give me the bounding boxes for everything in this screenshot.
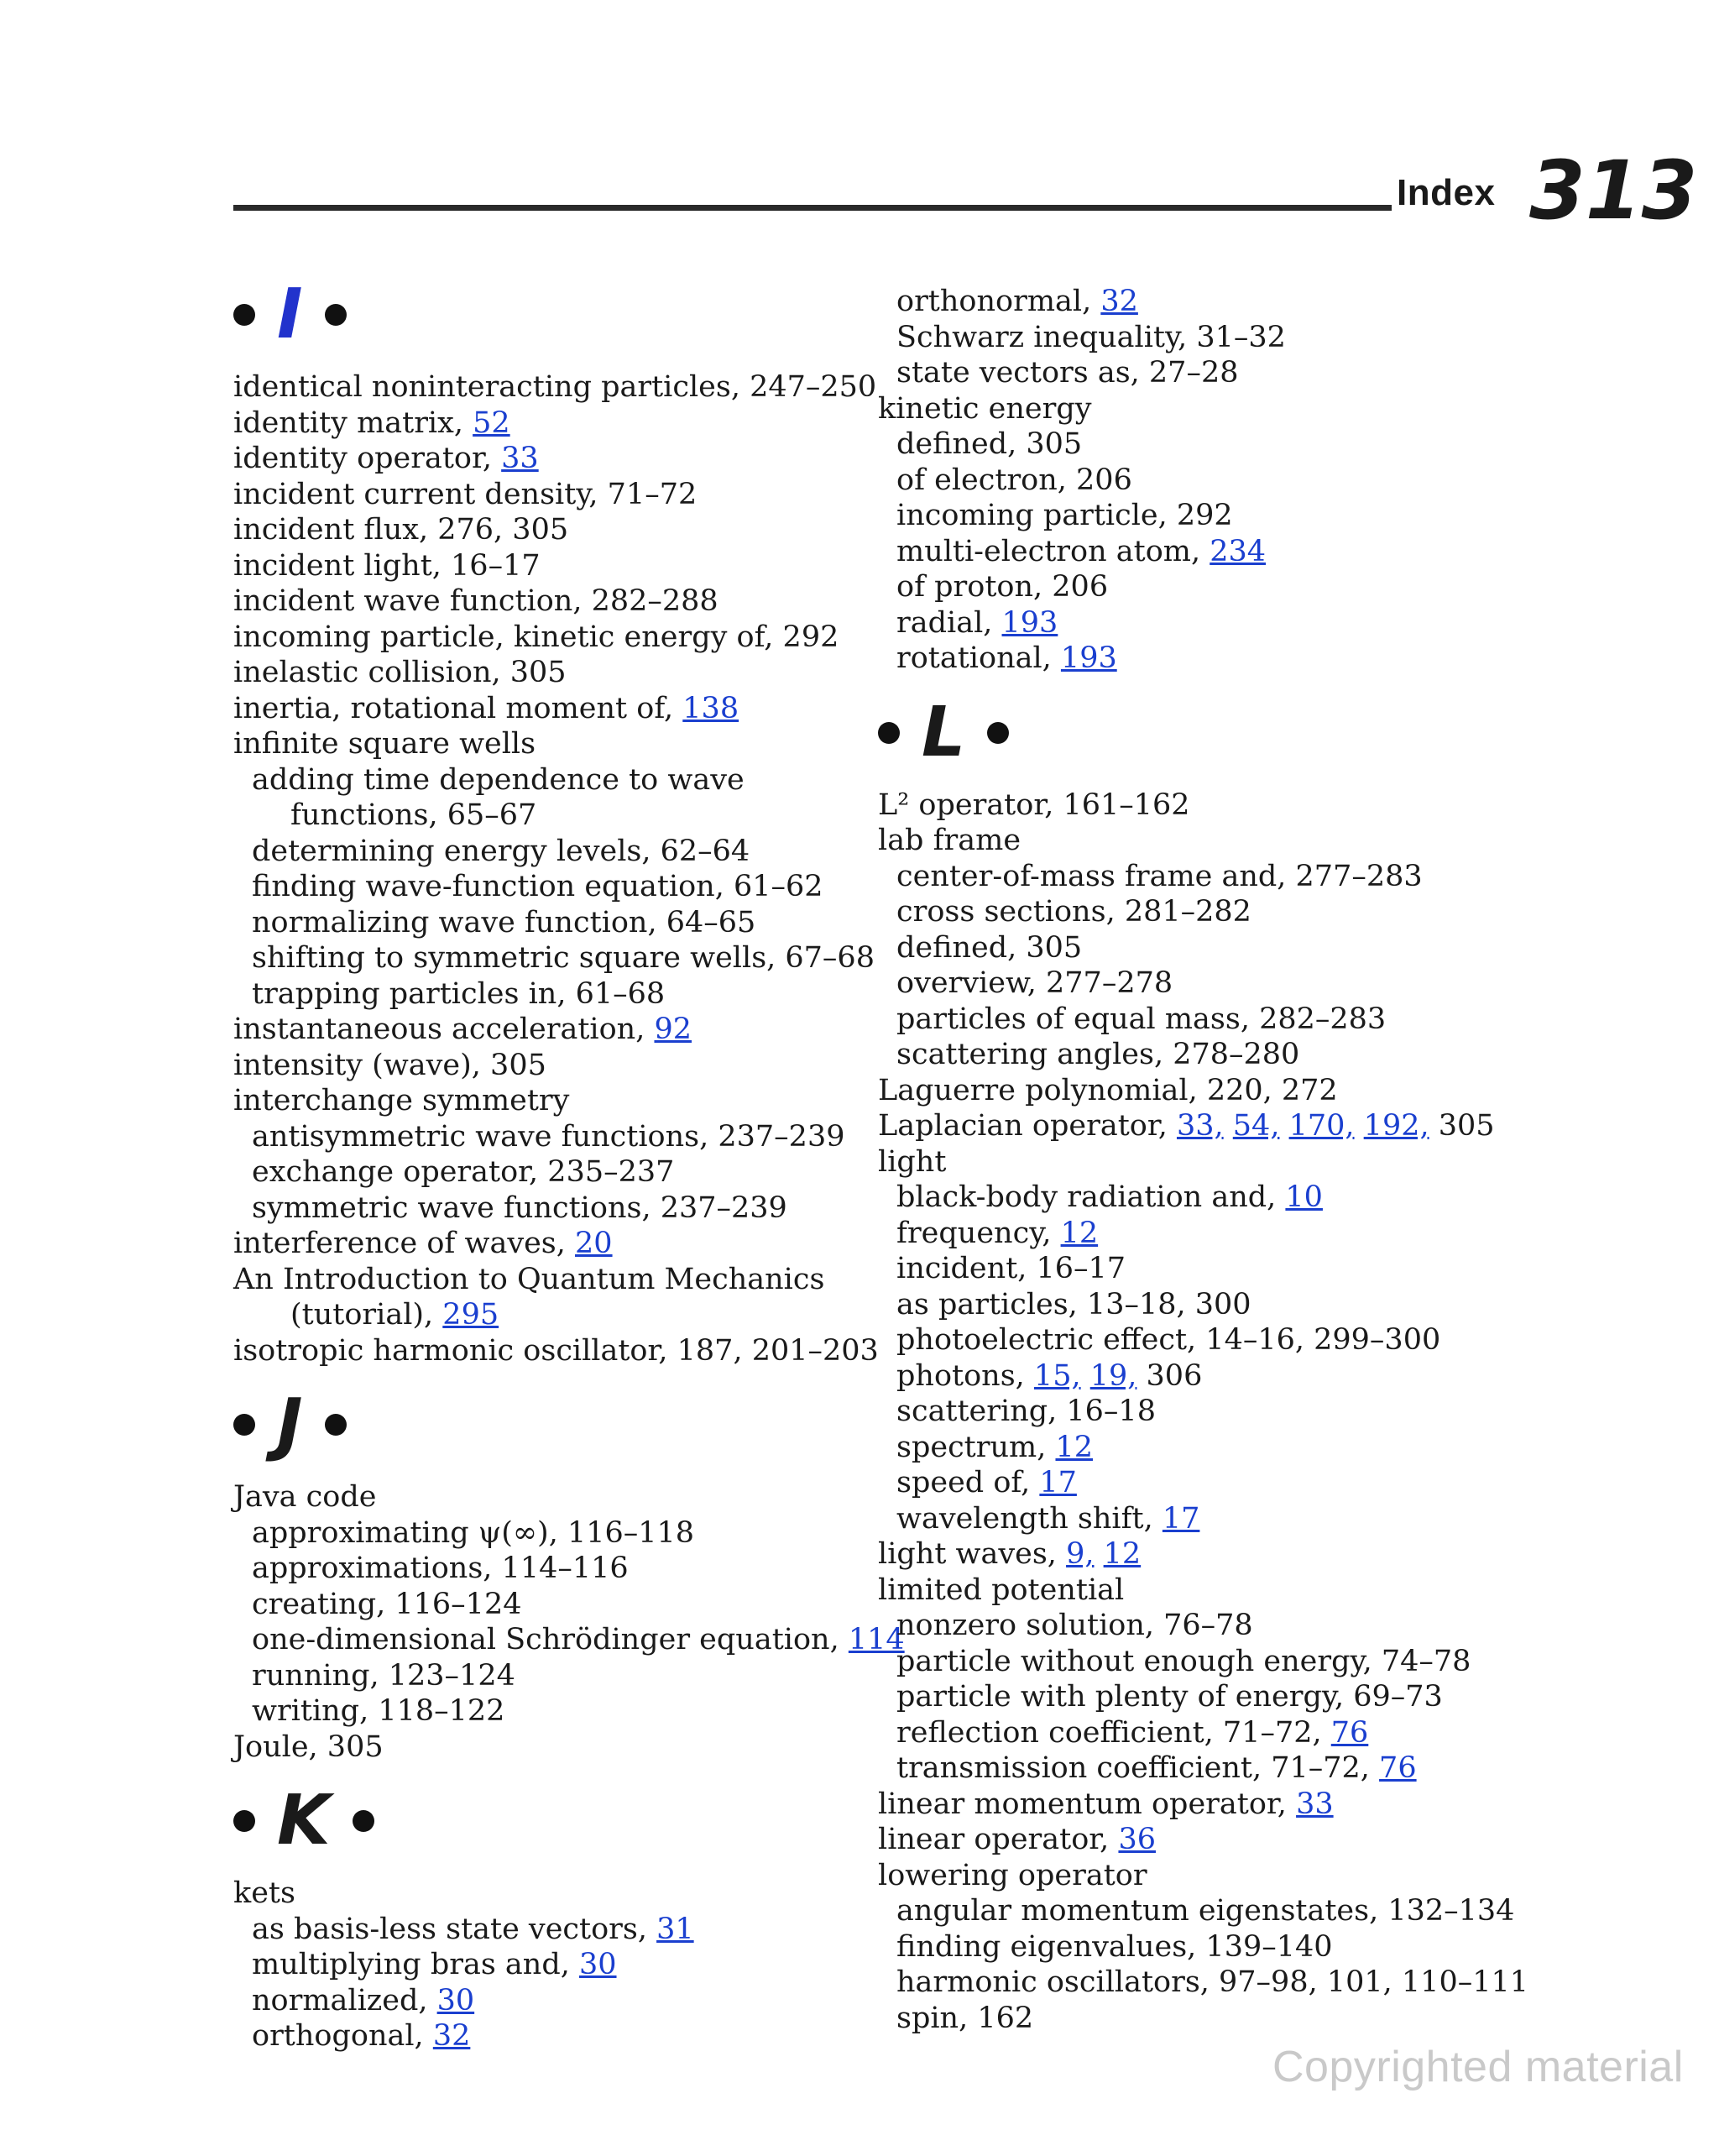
index-entry [233, 1479, 376, 1515]
index-entry [896, 1430, 1093, 1465]
entry-text: of proton, 206 [896, 570, 1109, 604]
page-link[interactable]: 12 [1060, 1216, 1099, 1250]
index-entry [896, 1037, 1299, 1072]
page-link[interactable]: 17 [1162, 1501, 1200, 1536]
index-entry [233, 441, 539, 476]
index-entry [896, 426, 1082, 462]
bullet-icon [353, 1810, 374, 1832]
index-entry [896, 965, 1173, 1001]
index-entry [252, 940, 875, 976]
index-entry [233, 1048, 546, 1083]
index-entry [252, 762, 745, 798]
index-entry [896, 1929, 1333, 1965]
page-link[interactable]: 19, [1089, 1358, 1137, 1393]
entry-text: nonzero solution, 76–78 [896, 1609, 1253, 1642]
index-entry [233, 655, 567, 690]
bullet-icon [325, 304, 347, 326]
entry-text: antisymmetric wave functions, 237–239 [252, 1119, 845, 1154]
section-heading-k [233, 1783, 374, 1859]
entry-text: intensity (wave), 305 [233, 1048, 546, 1082]
index-entry [233, 583, 718, 619]
entry-text: lab frame [878, 824, 1021, 857]
entry-text: scattering, 16–18 [896, 1395, 1156, 1428]
entry-text: defined, 305 [896, 930, 1083, 965]
entry-text: black-body radiation and, [896, 1180, 1286, 1214]
entry-text: center-of-mass frame and, 277–283 [896, 859, 1423, 893]
index-entry [896, 1465, 1077, 1500]
entry-text: transmission coefficient, 71–72, [896, 1751, 1380, 1785]
index-entry [878, 1787, 1334, 1822]
entry-text: shifting to symmetric square wells, 67–68 [252, 941, 875, 975]
entry-text: incident, 16–17 [896, 1252, 1126, 1285]
index-entry [233, 477, 697, 512]
index-entry [252, 2018, 470, 2054]
index-entry [252, 976, 665, 1012]
entry-text: interchange symmetry [233, 1084, 570, 1117]
entry-text: cross sections, 281–282 [896, 895, 1251, 929]
entry-text: finding wave-function equation, 61–62 [252, 870, 823, 903]
entry-text: speed of, [896, 1466, 1040, 1499]
index-entry [896, 859, 1423, 894]
page-link[interactable]: 193 [1060, 641, 1117, 675]
entry-text: Java code [233, 1480, 377, 1514]
page-link[interactable]: 33 [501, 442, 539, 475]
page-link[interactable]: 295 [442, 1298, 499, 1332]
index-entry [896, 1965, 1528, 2000]
entry-text-after: 305 [1429, 1109, 1495, 1143]
entry-text: as basis-less state vectors, [252, 1912, 657, 1946]
entry-text: finding eigenvalues, 139–140 [896, 1929, 1333, 1964]
entry-text: running, 123–124 [252, 1658, 515, 1693]
index-entry [233, 369, 876, 405]
index-entry [233, 1262, 824, 1297]
entry-text: particle without enough energy, 74–78 [896, 1644, 1471, 1678]
entry-text: photons, [896, 1358, 1034, 1393]
section-heading-i [233, 277, 347, 353]
page-link[interactable]: 30 [578, 1948, 617, 1981]
entry-text: An Introduction to Quantum Mechanics [233, 1262, 825, 1296]
index-entry [878, 1822, 1156, 1857]
page-link[interactable]: 30 [436, 1983, 475, 2017]
entry-text: rotational, [896, 641, 1061, 675]
entry-text: lowering operator [878, 1858, 1147, 1892]
entry-text: reflection coefficient, 71–72, [896, 1715, 1331, 1750]
index-entry [878, 391, 1092, 426]
entry-text: overview, 277–278 [896, 966, 1173, 1000]
index-entry [896, 1750, 1417, 1786]
entry-text: infinite square wells [233, 727, 536, 761]
index-entry [896, 534, 1266, 569]
entry-text: creating, 116–124 [252, 1587, 522, 1621]
entry-text: orthogonal, [252, 2019, 433, 2053]
entry-text: radial, [896, 605, 1002, 640]
index-entry [233, 620, 839, 655]
page-number: 313 [1529, 144, 1698, 238]
index-entry [252, 869, 823, 904]
entry-text: incident wave function, 282–288 [233, 584, 718, 618]
index-entry [896, 320, 1286, 355]
entry-text: limited potential [878, 1573, 1125, 1607]
entry-text: isotropic harmonic oscillator, 187, 201–203 [233, 1333, 879, 1368]
index-entry [896, 1002, 1386, 1037]
index-entry [896, 1679, 1443, 1714]
entry-text: incoming particle, 292 [896, 499, 1233, 532]
entry-text: identical noninteracting particles, 247–250 [233, 370, 877, 404]
entry-text: symmetric wave functions, 237–239 [252, 1191, 787, 1225]
page-link[interactable]: 192, [1363, 1109, 1429, 1143]
page-link[interactable]: 17 [1039, 1466, 1077, 1499]
entry-text: scattering angles, 278–280 [896, 1038, 1300, 1071]
index-entry [252, 1622, 905, 1657]
index-entry [233, 548, 541, 583]
index-entry [878, 1536, 1141, 1572]
entry-text: particle with plenty of energy, 69–73 [896, 1680, 1443, 1714]
page-link[interactable]: 193 [1001, 605, 1058, 640]
index-entry [896, 284, 1138, 319]
entry-text: Laplacian operator, [878, 1109, 1177, 1143]
index-entry [233, 691, 739, 726]
page-link[interactable]: 92 [654, 1013, 692, 1046]
index-entry [896, 1287, 1251, 1322]
index-entry [896, 1251, 1126, 1286]
page-link[interactable]: 12 [1055, 1430, 1094, 1464]
page-link[interactable]: 114 [848, 1623, 905, 1656]
section-letter: K [277, 1781, 331, 1860]
entry-text: linear momentum operator, [878, 1787, 1297, 1821]
index-entry [233, 406, 510, 441]
index-entry [896, 605, 1058, 641]
entry-text: inertia, rotational moment of, [233, 691, 683, 725]
page-link[interactable]: 31 [656, 1912, 694, 1946]
index-entry [878, 1144, 946, 1180]
entry-text: incident light, 16–17 [233, 548, 541, 583]
entry-text: (tutorial), [290, 1298, 443, 1332]
entry-text: L² operator, 161–162 [878, 788, 1190, 822]
entry-text: identity operator, [233, 442, 502, 475]
entry-text: interference of waves, [233, 1227, 576, 1260]
index-entry [896, 1715, 1368, 1750]
entry-text: light waves, [878, 1537, 1067, 1571]
index-entry [252, 1515, 694, 1551]
index-entry [896, 930, 1082, 965]
index-entry [252, 1587, 521, 1622]
index-entry [896, 1358, 1202, 1394]
page-link[interactable]: 36 [1118, 1823, 1156, 1856]
page-link[interactable]: 10 [1285, 1180, 1323, 1214]
entry-text: wavelength shift, [896, 1501, 1163, 1536]
entry-text: adding time dependence to wave [252, 762, 745, 797]
entry-text-after: 306 [1136, 1358, 1203, 1393]
entry-text: incident current density, 71–72 [233, 477, 698, 511]
index-entry [878, 788, 1190, 823]
index-entry [896, 894, 1251, 929]
entry-text: normalizing wave function, 64–65 [252, 905, 756, 939]
index-entry [252, 834, 750, 869]
index-entry [252, 1947, 617, 1982]
entry-text: multiplying bras and, [252, 1948, 579, 1981]
entry-text: as particles, 13–18, 300 [896, 1287, 1251, 1321]
index-entry [896, 498, 1233, 533]
index-entry [233, 1876, 295, 1911]
entry-text: functions, 65–67 [290, 798, 537, 832]
index-entry [878, 1073, 1338, 1108]
index-entry [896, 1180, 1323, 1215]
index-entry [896, 641, 1117, 676]
index-entry [252, 905, 755, 940]
index-entry [878, 1108, 1495, 1143]
index-entry [290, 1297, 499, 1332]
page-link[interactable]: 20 [575, 1227, 613, 1260]
entry-text: one-dimensional Schrödinger equation, [252, 1623, 849, 1656]
index-entry [252, 1191, 787, 1226]
page-link[interactable]: 33, [1176, 1109, 1224, 1143]
bullet-icon [233, 1414, 255, 1436]
entry-text: spectrum, [896, 1430, 1056, 1464]
index-entry [233, 1730, 384, 1765]
bullet-icon [233, 304, 255, 326]
entry-text: Schwarz inequality, 31–32 [896, 320, 1286, 354]
index-entry [896, 569, 1108, 604]
page-link[interactable]: 52 [473, 406, 510, 440]
index-entry [896, 1608, 1253, 1643]
entry-text: incoming particle, kinetic energy of, 292 [233, 620, 839, 654]
entry-text: kets [233, 1876, 295, 1910]
index-entry [252, 1983, 474, 2018]
entry-text: identity matrix, [233, 406, 473, 440]
bullet-icon [878, 722, 900, 744]
index-entry [252, 1912, 694, 1947]
entry-text: harmonic oscillators, 97–98, 101, 110–111 [896, 1965, 1529, 1999]
page-link[interactable]: 33 [1296, 1787, 1334, 1821]
page-link[interactable]: 9, [1066, 1537, 1095, 1571]
index-entry [896, 1394, 1156, 1429]
entry-text: light [878, 1144, 947, 1179]
index-entry [896, 355, 1239, 390]
index-entry [896, 1644, 1471, 1679]
index-entry [896, 1322, 1440, 1358]
page-link[interactable]: 15, [1033, 1358, 1081, 1393]
index-entry [233, 512, 568, 547]
index-entry [233, 1333, 879, 1368]
index-entry [233, 726, 536, 761]
entry-text: normalized, [252, 1983, 437, 2017]
entry-text: kinetic energy [878, 391, 1092, 426]
entry-text: frequency, [896, 1216, 1061, 1250]
bullet-icon [233, 1810, 255, 1832]
entry-text: particles of equal mass, 282–283 [896, 1002, 1387, 1036]
page-link[interactable]: 138 [682, 691, 739, 725]
page-link[interactable]: 32 [1100, 285, 1138, 318]
index-entry [233, 1083, 569, 1118]
index-entry [233, 1226, 613, 1261]
entry-text: multi-electron atom, [896, 534, 1210, 568]
index-entry [252, 1119, 844, 1154]
entry-text: approximations, 114–116 [252, 1552, 629, 1585]
entry-text: orthonormal, [896, 285, 1101, 318]
section-letter: J [277, 1384, 303, 1464]
index-entry [878, 1573, 1124, 1608]
section-letter: I [277, 275, 303, 354]
index-entry [252, 1658, 515, 1693]
entry-text: trapping particles in, 61–68 [252, 976, 666, 1011]
entry-text: exchange operator, 235–237 [252, 1155, 675, 1189]
index-entry [878, 823, 1021, 858]
entry-text: state vectors as, 27–28 [896, 356, 1239, 390]
section-heading-j [233, 1384, 347, 1464]
index-entry [896, 2001, 1033, 2036]
section-heading-l [878, 692, 1009, 772]
page-link[interactable]: 54, [1232, 1109, 1280, 1143]
page-link[interactable]: 32 [432, 2019, 471, 2053]
index-entry [896, 1216, 1098, 1251]
entry-text: linear operator, [878, 1823, 1119, 1856]
index-entry [252, 1551, 629, 1586]
entry-text: angular momentum eigenstates, 132–134 [896, 1894, 1515, 1928]
index-entry [896, 1893, 1514, 1928]
entry-text: incident flux, 276, 305 [233, 513, 569, 547]
entry-text: writing, 118–122 [252, 1694, 505, 1728]
index-entry [252, 1693, 504, 1729]
entry-text: determining energy levels, 62–64 [252, 834, 750, 868]
entry-text: spin, 162 [896, 2001, 1034, 2035]
index-entry [896, 1501, 1199, 1536]
page-link[interactable]: 76 [1330, 1715, 1369, 1750]
page-link[interactable]: 234 [1210, 534, 1267, 568]
entry-text: Joule, 305 [233, 1730, 384, 1764]
copyright-watermark: Copyrighted material [1272, 2043, 1684, 2091]
index-entry [252, 1154, 674, 1190]
index-entry [290, 798, 536, 833]
header-rule [233, 205, 1392, 211]
entry-text: inelastic collision, 305 [233, 656, 567, 689]
entry-text: instantaneous acceleration, [233, 1013, 655, 1046]
index-entry [233, 1012, 692, 1047]
entry-text: Laguerre polynomial, 220, 272 [878, 1073, 1338, 1107]
page-link[interactable]: 12 [1103, 1537, 1142, 1571]
page-link[interactable]: 76 [1379, 1751, 1417, 1785]
entry-text: photoelectric effect, 14–16, 299–300 [896, 1323, 1441, 1357]
running-head: Index [1397, 172, 1496, 213]
index-entry [896, 463, 1132, 498]
bullet-icon [987, 722, 1009, 744]
section-letter: L [922, 692, 966, 772]
page-link[interactable]: 170, [1288, 1109, 1355, 1143]
bullet-icon [325, 1414, 347, 1436]
entry-text: of electron, 206 [896, 463, 1132, 497]
index-entry [878, 1858, 1147, 1893]
entry-text: defined, 305 [896, 427, 1083, 461]
entry-text: approximating ψ(∞), 116–118 [252, 1515, 695, 1550]
